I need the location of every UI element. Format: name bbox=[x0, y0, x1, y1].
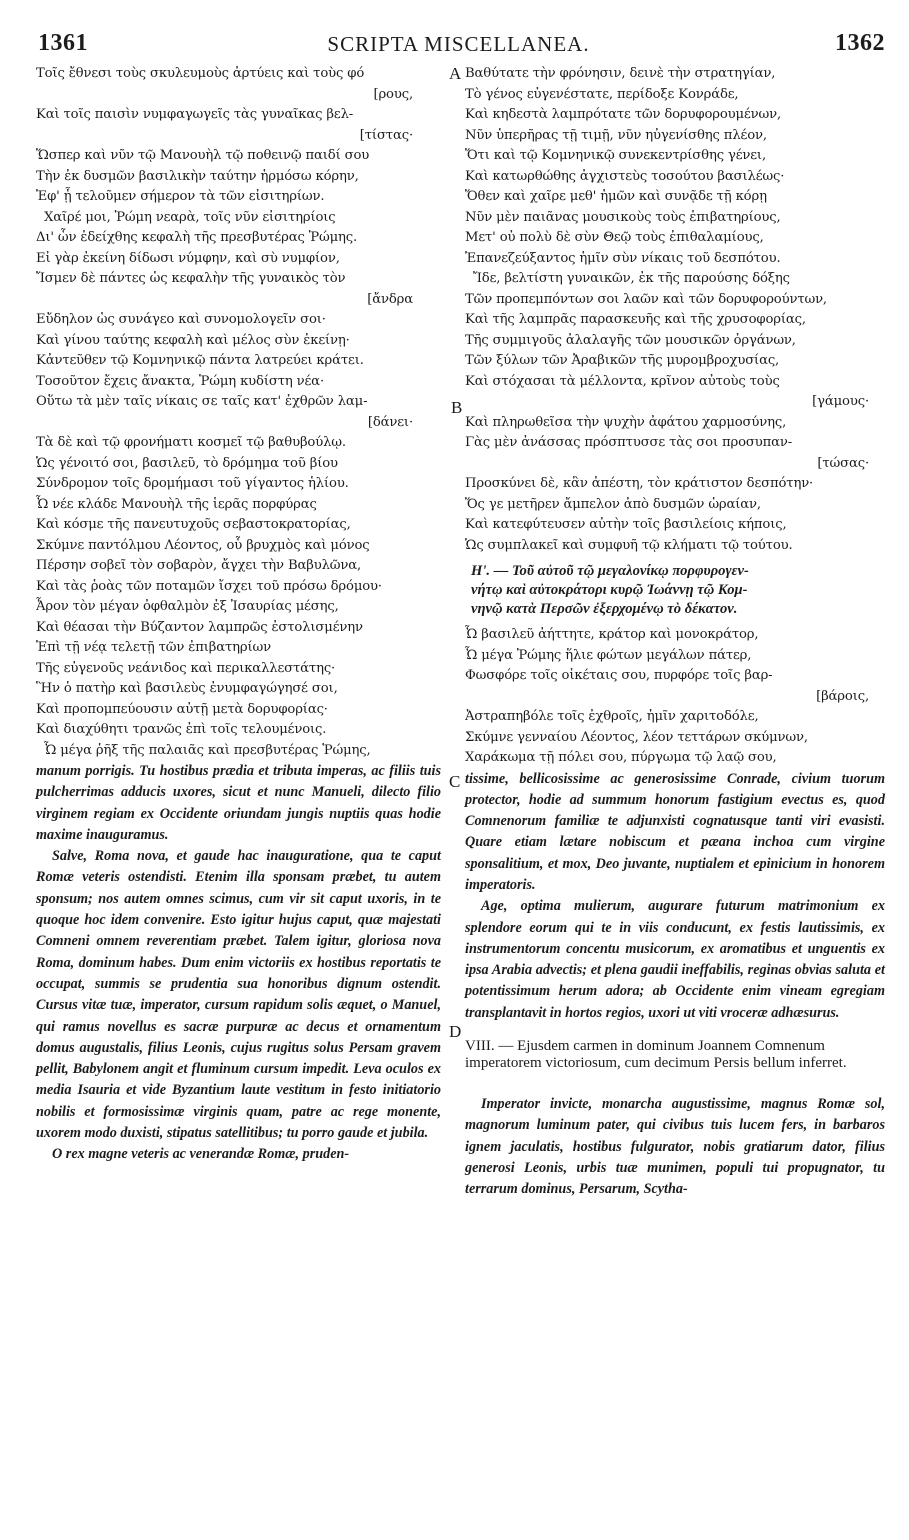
margin-letter-a: A bbox=[449, 64, 462, 83]
greek-line-continuation: [βάροις, bbox=[816, 688, 869, 704]
greek-line: Ὡς συμπλακεῖ καὶ συμφυῆ τῷ κλήματι τῷ τούτου. bbox=[465, 537, 793, 553]
latin-paragraph: Imperator invicte, monarcha augustissime, magnus Romæ sol, magnorum luminum pater, qui civibus tuis lucem fers, in barbaros ignem jaculatis, hostibus fulgurator, nobis gratiarum dator, filius generosi Leonis, urbis tuæ munimen, populi tui propugnator, tu terrarum dominus, Persarum, Scytha- bbox=[465, 1096, 885, 1198]
heading-line: Η'. — Τοῦ αὐτοῦ τῷ μεγαλονίκῳ πορφυρογεν- bbox=[471, 563, 749, 579]
greek-line-continuation: [γάμους· bbox=[812, 394, 869, 409]
greek-line: Καὶ κηδεστὰ λαμπρότατε τῶν δορυφορουμένων, bbox=[465, 107, 782, 122]
greek-line: Ὥσπερ καὶ νῦν τῷ Μανουὴλ τῷ ποθεινῷ παιδί σου bbox=[36, 148, 370, 163]
page-number-left: 1361 bbox=[38, 30, 88, 56]
greek-line: Ὅτι καὶ τῷ Κομνηνικῷ συνεκεντρίσθης γένει, bbox=[465, 148, 766, 163]
heading-line: νηνῷ κατὰ Περσῶν ἐξερχομένῳ τὸ δέκατον. bbox=[471, 601, 738, 617]
greek-line-continuation: [ρους, bbox=[373, 86, 413, 102]
poem-heading-greek bbox=[465, 562, 885, 619]
margin-letter-d: D bbox=[449, 1022, 462, 1041]
greek-line: Ὅθεν καὶ χαῖρε μεθ' ἡμῶν καὶ συνᾷδε τῇ κόρῃ bbox=[465, 189, 767, 204]
greek-line: Σύνδρομον τοῖς δρομήμασι τοῦ γίγαντος ἡλίου. bbox=[36, 476, 349, 491]
greek-line: Ὦ μέγα ῥῆξ τῆς παλαιᾶς καὶ πρεσβυτέρας Ῥώμης, bbox=[44, 742, 371, 758]
greek-line: Εἰ γὰρ ἐκείνη δίδωσι νύμφην, καὶ σὺ νυμφίον, bbox=[36, 250, 340, 266]
greek-line: Τοῖς ἔθνεσι τοὺς σκυλευμοὺς ἀρτύεις καὶ τοὺς φό bbox=[36, 66, 365, 81]
greek-line-continuation: [τίστας· bbox=[359, 127, 413, 143]
latin-paragraph: Salve, Roma nova, et gaude hac inauguratione, qua te caput Romæ veteris ostendisti. Etenim illa sponsam præbet, tu autem sponsum; nos autem omnes scimus, cum vir sit caput uxoris, in te quoque hoc idem convenire. Esto igitur hujus caput, quæ majestati Comneni omnem reverentiam præbet. Talem igitur, gloriosa nova Roma, dominum habes. Dum enim victoriis ex hostibus reportatis te occupat, summis se prudentia sua honoribus dignum ostendit. Cursus vitæ tuæ, imperator, cursum rapidum solis æquet, o Manuel, qui ramus novellus es sacræ purpuræ ac decus et ornamentum domus augustalis, filius Leonis, cujus rugitus solus Persam gravem pellit, Babylonem angit et fluminum cursum impedit. Leva oculos ex media Isauria et vide Byzantium laute vestitum in festo initiatorio nobilis et formosissimæ virginis quam, patre ac rege monente, uxorem modo duxisti, stipatus satellitibus; tu porro gaude et jubila. bbox=[36, 848, 441, 1142]
left-column bbox=[36, 64, 441, 1166]
greek-line: Τῆς συμμιγοῦς ἀλαλαγῆς τῶν μουσικῶν ὀργάνων, bbox=[465, 332, 796, 348]
greek-line: Τὰ δὲ καὶ τῷ φρονήματι κοσμεῖ τῷ βαθυβούλῳ. bbox=[36, 435, 346, 450]
greek-line: Ὦ βασιλεῦ ἀήττητε, κράτορ καὶ μονοκράτορ, bbox=[465, 627, 759, 642]
greek-line: Βαθύτατε τὴν φρόνησιν, δεινὲ τὴν στρατηγίαν, bbox=[465, 66, 776, 81]
greek-line: Σκύμνε παντόλμου Λέοντος, οὗ βρυχμὸς καὶ μόνος bbox=[36, 537, 370, 553]
greek-line: Ὅς γε μετῆρεν ἄμπελον ἀπὸ δυσμῶν ὡραίαν, bbox=[465, 496, 761, 512]
right-column bbox=[465, 64, 885, 1201]
greek-line: Ἀστραπηβόλε τοῖς ἐχθροῖς, ἡμῖν χαριτοδόλε, bbox=[465, 709, 759, 724]
greek-line: Φωσφόρε τοῖς οἰκέταις σου, πυρφόρε τοῖς βαρ- bbox=[465, 668, 773, 683]
greek-line: Ὦ μέγα Ῥώμης ἥλιε φώτων μεγάλων πάτερ, bbox=[465, 647, 752, 663]
greek-line: Καὶ πληρωθεῖσα τὴν ψυχὴν ἀφάτου χαρμοσύνης, bbox=[465, 414, 787, 430]
heading-line: νήτῳ καὶ αὐτοκράτορι κυρῷ Ἰωάννῃ τῷ Κομ- bbox=[471, 582, 748, 598]
greek-line: Προσκύνει δὲ, κἂν ἀπέστη, τὸν κράτιστον δεσπότην· bbox=[465, 476, 814, 491]
margin-letter-c: C bbox=[449, 772, 461, 791]
greek-line: Καὶ διαχύθητι τρανῶς ἐπὶ τοῖς τελουμένοις. bbox=[36, 722, 327, 737]
greek-line: Ἴσμεν δὲ πάντες ὡς κεφαλὴν τῆς γυναικὸς τὸν bbox=[36, 271, 346, 286]
greek-line: Τῶν ξύλων τῶν Ἀραβικῶν τῆς μυρομβροχυσίας, bbox=[465, 353, 780, 368]
greek-line: Τὸ γένος εὐγενέστατε, περίδοξε Κονράδε, bbox=[465, 86, 739, 102]
greek-line: Καὶ κόσμε τῆς πανευτυχοῦς σεβαστοκρατορίας, bbox=[36, 517, 351, 532]
greek-line-continuation: [ἄνδρα bbox=[367, 291, 413, 307]
greek-line: Καὶ γίνου ταύτης κεφαλὴ καὶ μέλος σὺν ἐκείνῃ· bbox=[36, 332, 350, 348]
greek-line: Καὶ προπομπεύουσιν αὐτῇ μετὰ δορυφορίας· bbox=[36, 701, 328, 717]
greek-line: Καὶ κατεφύτευσεν αὐτὴν τοῖς βασιλείοις κήποις, bbox=[465, 517, 787, 532]
greek-line: Νῦν μὲν παιᾶνας μουσικοὺς τοὺς ἐπιβατηρίους, bbox=[465, 209, 781, 225]
greek-line: Κἀντεῦθεν τῷ Κομνηνικῷ πάντα λατρεύει κράτει. bbox=[36, 353, 364, 368]
greek-line: Ὦ νέε κλάδε Μανουὴλ τῆς ἱερᾶς πορφύρας bbox=[36, 496, 317, 512]
greek-line: Ἐφ' ᾗ τελοῦμεν σήμερον τὰ τῶν εἰσιτηρίων. bbox=[36, 189, 325, 204]
latin-translation-right-2 bbox=[465, 1094, 885, 1200]
page-number-right: 1362 bbox=[835, 30, 885, 56]
section-heading: VIII. — Ejusdem carmen in dominum Joannem Comnenum imperatorem victoriosum, cum decimum Persis bellum inferret. bbox=[465, 1038, 847, 1072]
greek-line: Καὶ τῆς λαμπρᾶς παρασκευῆς καὶ τῆς χρυσοφορίας, bbox=[465, 312, 806, 327]
greek-line: Πέρσην σοβεῖ τὸν σοβαρὸν, ἄγχει τὴν Βαβυλῶνα, bbox=[36, 558, 362, 573]
greek-line: Ἣν ὁ πατὴρ καὶ βασιλεὺς ἐνυμφαγώγησέ σοι, bbox=[36, 681, 338, 696]
greek-line: Καὶ τὰς ῥοὰς τῶν ποταμῶν ἴσχει τοῦ πρόσω δρόμου· bbox=[36, 578, 382, 594]
latin-paragraph: Age, optima mulierum, augurare futurum matrimonium ex splendore eorum qui te in viis conducunt, ex festis lautissimis, ex instrumentorum concentu musicorum, ex aromatibus et unguentis ex ipsa Arabia advectis; et plena gaudii ineffabilis, reginas obvias saluta et potentissimum herum adora; ab Occidente enim vineam egregiam transplantavit in hortos regios, uxori ut viti vroceræ adhæsurus. bbox=[465, 898, 885, 1021]
greek-line: Καὶ στόχασαι τὰ μέλλοντα, κρῖνον αὐτοὺς τοὺς bbox=[465, 373, 780, 389]
greek-line: Καὶ κατωρθώθης ἀγχιστεὺς τοσούτου βασιλέως· bbox=[465, 168, 785, 184]
greek-line: Ἐπανεζεύξαντος ἡμῖν σὺν νίκαις τοῦ δεσπότου. bbox=[465, 250, 781, 266]
latin-paragraph: manum porrigis. Tu hostibus prædia et tributa imperas, ac filiis tuis pulcherrimas adducis uxores, sicut et nunc Manueli, dilecto filio virginem regiam ex Occidente oriundam jungis nuptiis quas hodie maxime inauguramus. bbox=[36, 763, 441, 843]
greek-line: Ἆρον τὸν μέγαν ὀφθαλμὸν ἐξ Ἰσαυρίας μέσης, bbox=[36, 599, 339, 614]
latin-translation-right bbox=[465, 769, 885, 1025]
greek-line: Ὡς γένοιτό σοι, βασιλεῦ, τὸ δρόμημα τοῦ βίου bbox=[36, 455, 338, 471]
greek-line: Δι' ὧν ἐδείχθης κεφαλὴ τῆς πρεσβυτέρας Ῥώμης. bbox=[36, 230, 358, 245]
greek-line: Μετ' οὐ πολὺ δὲ σὺν Θεῷ τοὺς ἐπιθαλαμίους, bbox=[465, 230, 764, 245]
greek-line: Ἴδε, βελτίστη γυναικῶν, ἐκ τῆς παρούσης δόξης bbox=[473, 271, 790, 286]
greek-line: Χαῖρέ μοι, Ῥώμη νεαρὰ, τοῖς νῦν εἰσιτηρίοις bbox=[44, 209, 336, 225]
greek-line: Χαράκωμα τῇ πόλει σου, πύργωμα τῷ λαῷ σου, bbox=[465, 750, 777, 765]
greek-line: Τὴν ἐκ δυσμῶν βασιλικὴν ταύτην ἡρμόσω κόρην, bbox=[36, 168, 359, 184]
latin-paragraph: tissime, bellicosissime ac generosissime Conrade, civium tuorum protector, hodie ad summum honorum fastigium evectus es, quod Comnenorum familiæ te adjunxisti cognatusque tanti viri evasisti. Quare etiam lætare nobiscum et pæana inchoa cum virgine sponsalitium, et mox, Deo juvante, nuptialem et epinicium in honorem imperatoris. bbox=[465, 770, 885, 893]
greek-line: Οὕτω τὰ μὲν ταῖς νίκαις σε ταῖς κατ' ἐχθρῶν λαμ- bbox=[36, 394, 368, 409]
greek-line-continuation: [τώσας· bbox=[817, 455, 869, 471]
greek-line: Νῦν ὑπερῆρας τῇ τιμῇ, νῦν ηὐγενίσθης πλέον, bbox=[465, 127, 767, 143]
margin-letter-b: B bbox=[451, 398, 463, 417]
greek-line: Καὶ θέασαι τὴν Βύζαντον λαμπρῶς ἐστολισμένην bbox=[36, 619, 363, 635]
greek-line: Καὶ τοῖς παισὶν νυμφαγωγεῖς τὰς γυναῖκας βελ- bbox=[36, 107, 354, 122]
greek-line: Σκύμνε γενναίου Λέοντος, λέον τεττάρων σκύμνων, bbox=[465, 729, 808, 745]
greek-line: Τοσοῦτον ἔχεις ἄνακτα, Ῥώμη κυδίστη νέα· bbox=[36, 373, 324, 389]
running-title: SCRIPTA MISCELLANEA. bbox=[327, 32, 590, 56]
greek-line-continuation: [δάνει· bbox=[367, 414, 413, 430]
latin-translation-left bbox=[36, 761, 441, 1166]
latin-paragraph: O rex magne veteris ac venerandæ Romæ, pruden- bbox=[52, 1146, 350, 1163]
greek-line: Τῆς εὐγενοῦς νεάνιδος καὶ περικαλλεστάτης· bbox=[36, 660, 336, 676]
greek-line: Τῶν προπεμπόντων σοι λαῶν καὶ τῶν δορυφορούντων, bbox=[465, 291, 827, 307]
greek-line: Ἐπὶ τῇ νέᾳ τελετῇ τῶν ἐπιβατηρίων bbox=[36, 640, 271, 655]
page-header bbox=[30, 30, 887, 64]
greek-line: Γὰς μὲν ἀνάσσας πρόσπτυσσε τὰς σοι προσυπαν- bbox=[465, 435, 793, 450]
greek-line: Εὔδηλον ὡς συνάγεο καὶ συνομολογεῖν σοι· bbox=[36, 312, 326, 327]
